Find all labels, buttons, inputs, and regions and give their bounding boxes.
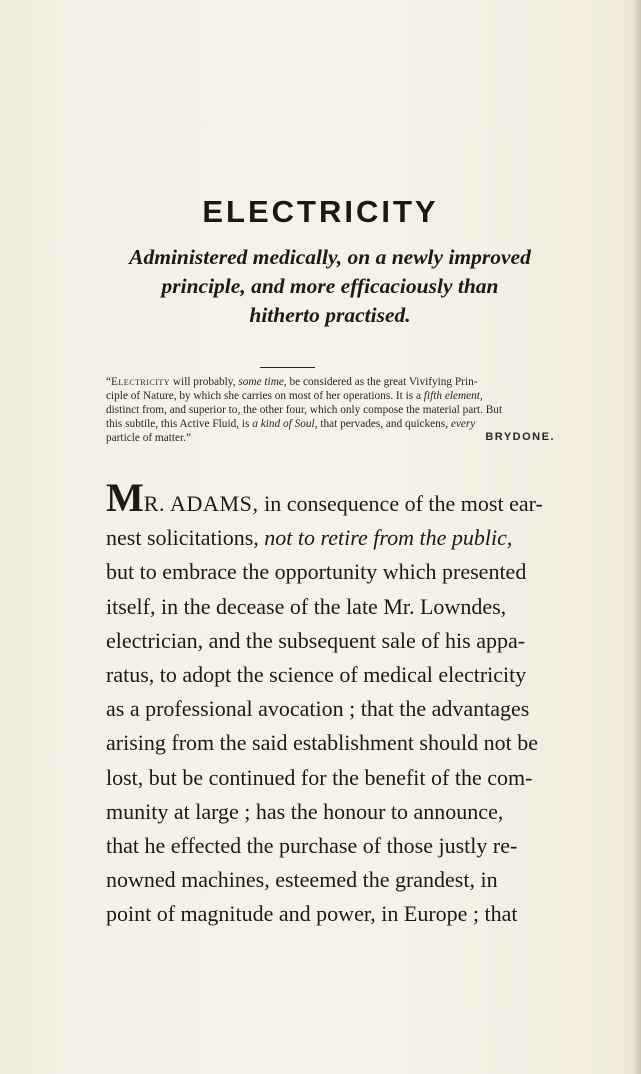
body-line: that he effected the purchase of those justly re- xyxy=(106,833,518,859)
epigraph-text: ciple of Nature, by which she carries on most of her operations. It is a xyxy=(106,390,424,402)
epigraph-italic: fifth element, xyxy=(423,390,483,402)
page-subtitle xyxy=(110,243,550,330)
page-title: ELECTRICITY xyxy=(202,194,439,229)
epigraph-lead-word: Electricity xyxy=(111,376,171,388)
body-italic: not to retire from the public, xyxy=(264,525,513,551)
body-line xyxy=(106,521,556,555)
epigraph-italic: some time, xyxy=(238,376,287,388)
body-paragraph xyxy=(106,475,556,932)
drop-cap: M xyxy=(106,475,144,520)
subtitle-line: hitherto practised. xyxy=(249,303,411,327)
section-divider xyxy=(260,367,315,368)
body-text: nest solicitations, xyxy=(106,525,265,551)
epigraph-line: particle of matter.” xyxy=(106,432,191,444)
epigraph-italic: every xyxy=(450,418,476,430)
body-caps: R. ADAMS, xyxy=(143,491,259,516)
subtitle-line: principle, and more efficaciously than xyxy=(161,274,499,298)
epigraph-line: distinct from, and superior to, the other four, which only compose the material part. But xyxy=(106,404,503,416)
body-line xyxy=(106,475,556,521)
epigraph-line xyxy=(106,417,556,431)
open-quote: “ xyxy=(106,376,112,388)
body-text: in consequence of the most ear- xyxy=(258,491,543,516)
body-line: point of magnitude and power, in Europe ; that xyxy=(106,901,518,927)
body-line: electrician, and the subsequent sale of his appa- xyxy=(106,627,526,653)
body-line: ratus, to adopt the science of medical electricity xyxy=(106,662,527,688)
subtitle-line: Administered medically, on a newly improved xyxy=(129,245,531,269)
body-line: itself, in the decease of the late Mr. Lowndes, xyxy=(106,593,507,619)
epigraph-text: that pervades, and quickens, xyxy=(317,418,451,430)
body-line: as a professional avocation ; that the advantages xyxy=(106,696,530,722)
epigraph-text: will probably, xyxy=(170,376,239,388)
epigraph-italic: a kind of Soul, xyxy=(252,418,318,430)
epigraph-text: be considered as the great Vivifying Prin- xyxy=(286,376,478,388)
body-line: nowned machines, esteemed the grandest, in xyxy=(106,867,498,893)
epigraph-attribution: BRYDONE. xyxy=(485,431,555,443)
epigraph-text: this subtile, this Active Fluid, is xyxy=(106,418,253,430)
body-line: but to embrace the opportunity which presented xyxy=(106,559,527,585)
body-line: munity at large ; has the honour to announce, xyxy=(106,798,504,824)
epigraph-line xyxy=(106,389,556,403)
epigraph-line xyxy=(106,375,556,389)
body-line: arising from the said establishment should not be xyxy=(106,730,538,756)
body-line: lost, but be continued for the benefit of the com- xyxy=(106,764,533,790)
page-edge-shadow xyxy=(633,0,641,1074)
